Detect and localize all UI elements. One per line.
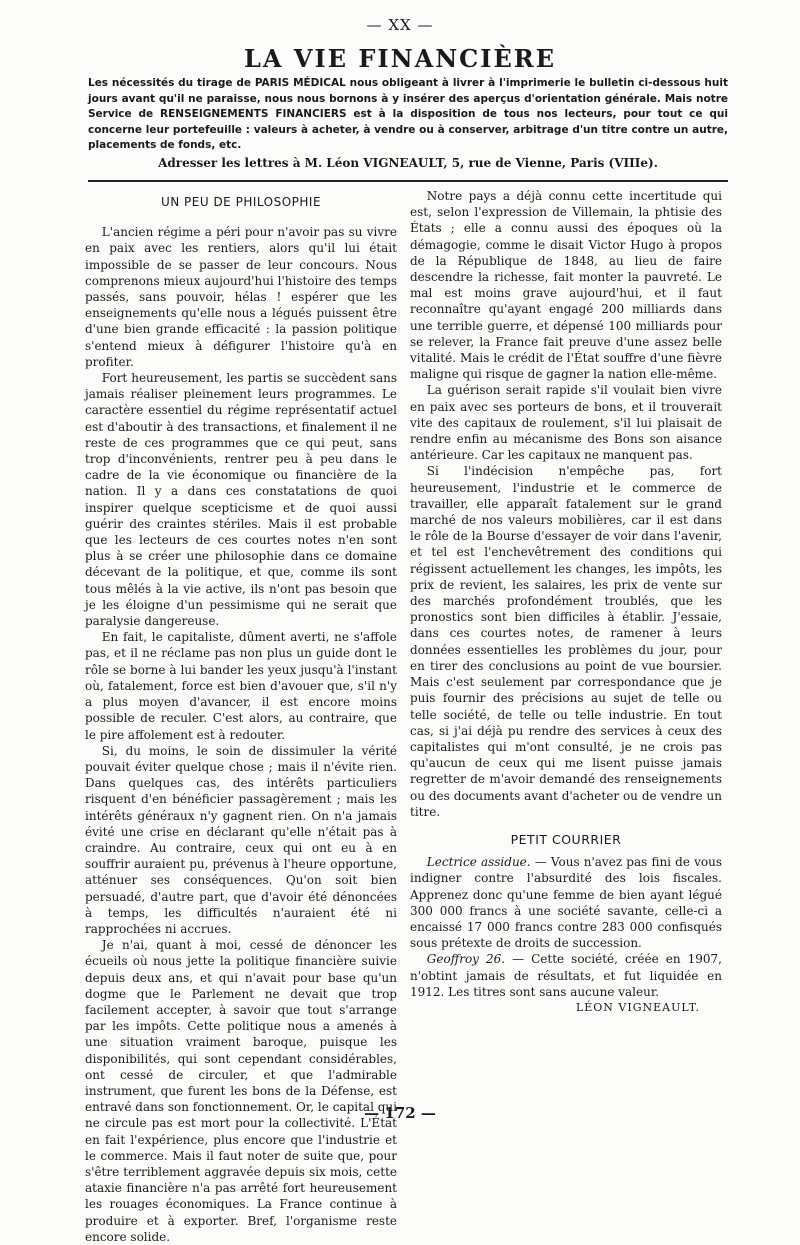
- courrier-entry-name: Geoffroy 26.: [426, 952, 506, 967]
- article-paragraph: L'ancien régime a péri pour n'avoir pas su vivre en paix avec les rentiers, alors qu'il lui était impossible de se passer de leur concours. Nous comprenons mieux aujourd'hui l'histoire des temps passés, sans pouvoir, hélas ! espérer que les enseignements qu'elle nous a légués puissent être d'une bien grande efficacité : la passion politique s'entend mieux à défigurer l'histoire qu'à en profiter.: [85, 225, 397, 369]
- article-paragraph: Je n'ai, quant à moi, cessé de dénoncer les écueils où nous jette la politique financière suivie depuis deux ans, et qui n'avait pour base qu'un dogme que le Parlement ne devait que trop facilement accepter, à savoir que tout s'arrange par les impôts. Cette politique nous a amenés à une situation vraiment baroque, puisque les disponibilités, qui sont cependant considérables, ont cessé de circuler, et que l'admirable instrument, que furent les bons de la Défense, est entravé dans son fonctionnement. Or, le capital qui ne circule pas est mort pour la collectivité. L'État en fait l'expérience, plus encore que l'industrie et le commerce. Mais il faut noter de suite que, pour s'être terriblement aggravée depuis six mois, cette ataxie financière n'a pas arrêté fort heureusement les rouages économiques. La France continue à produire et à exporter. Bref, l'organisme reste encore solide.: [85, 938, 397, 1244]
- article-paragraph: Fort heureusement, les partis se succèdent sans jamais réaliser pleinement leurs programmes. Le caractère essentiel du régime représentatif actuel est d'aboutir à des transactions, et finalement il ne reste de ces programmes que ce qui peut, sans trop d'inconvénients, rentrer peu à peu dans le cadre de la vie économique ou financière de la nation. Il y a dans ces constatations de quoi inspirer quelque scepticisme et de quoi aussi guérir des craintes stériles. Mais il est probable que les lecteurs de ces courtes notes n'en sont plus à se créer une philosophie dans ce domaine décevant de la politique, et que, comme ils sont tous mêlés à la vie active, ils n'ont pas besoin que je les éloigne d'un pessimisme qui ne serait que paralysie dangereuse.: [85, 371, 397, 629]
- article-paragraph: En fait, le capitaliste, dûment averti, ne s'affole pas, et il ne réclame pas non plus un guide dont le rôle se borne à lui bander les yeux jusqu'à l'instant où, fatalement, force est bien d'avouer que, s'il n'y a plus moyen d'avancer, il est encore moins possible de reculer. C'est alors, au contraire, que le pire affolement est à redouter.: [85, 630, 397, 742]
- courrier-title: PETIT COURRIER: [510, 831, 622, 847]
- article-title: UN PEU DE PHILOSOPHIE: [160, 195, 322, 209]
- top-folio: — XX —: [366, 16, 434, 34]
- header-divider: [88, 180, 728, 182]
- article-paragraph: La guérison serait rapide s'il voulait bien vivre en paix avec ses porteurs de bons, et il trouverait vite des capitaux de roulement, s'il lui plaisait de rendre enfin au mécanisme des Bons son aisance antérieure. Car les capitaux ne manquent pas.: [410, 383, 722, 463]
- article-paragraph: Si, du moins, le soin de dissimuler la vérité pouvait éviter quelque chose ; mais il n'évite rien. Dans quelques cas, des intérêts particuliers risquent d'en bénéficier passagèrement ; mais les intérêts généraux n'y gagnent rien. On n'a jamais évité une crise en déclarant qu'elle n'était pas à craindre. Au contraire, ceux qui ont eu à en souffrir auraient pu, prévenus à l'heure opportune, atténuer ses conséquences. Qu'on soit bien persuadé, d'autre part, que d'avoir été dénoncées à temps, les difficultés n'auraient été ni rapprochées ni accrues.: [85, 743, 397, 936]
- courrier-entry-text: — Vous n'avez pas fini de vous indigner contre l'absurdité des lois fiscales. Apprenez donc qu'une femme de bien ayant légué 300 000 francs à une société savante, celle-ci a encaissé 17 000 francs contre 283 000 confisqués sous prétexte de droits de succession.: [410, 855, 723, 951]
- signature: LÉON VIGNEAULT.: [575, 1000, 700, 1014]
- courrier-entry: [410, 951, 722, 1000]
- right-column: [410, 188, 722, 1016]
- article-paragraph: Notre pays a déjà connu cette incertitude qui est, selon l'expression de Villemain, la phtisie des États ; elle a connu aussi des époques où la démagogie, comme le disait Victor Hugo à propos de la République de 1848, au lieu de faire descendre la richesse, fait monter la pauvreté. Le mal est moins grave aujourd'hui, et il faut reconnaître qu'ayant engagé 200 milliards dans une terrible guerre, et dépensé 100 milliards pour se relever, la France fait preuve d'une assez belle vitalité. Mais le crédit de l'État souffre d'une fièvre maligne qui risque de gagner la nation elle-même.: [410, 189, 722, 382]
- courrier-entry-name: Lectrice assidue.: [426, 855, 531, 870]
- article-paragraph: Si l'indécision n'empêche pas, fort heureusement, l'industrie et le commerce de travailler, elle apparaît fatalement sur le grand marché de nos valeurs mobilières, car il est dans le rôle de la Bourse d'essayer de voir dans l'avenir, et tel est l'enchevêtrement des conditions qui régissent actuellement les changes, les impôts, les prix de revient, les salaires, les prix de vente sur des marchés profondément troublés, que les pronostics sont bien difficiles à établir. J'essaie, dans ces courtes notes, de ramener à leurs données essentielles les problèmes du jour, pour en tirer des conclusions au point de vue boursier. Mais c'est seulement par correspondance que je puis fournir des précisions au sujet de telle ou telle société, de telle ou telle industrie. En tout cas, si j'ai déjà pu rendre des services à ceux des capitalistes qui m'ont consulté, je ne crois pas qu'aucun de ceux qui me lisent puisse jamais regretter de m'avoir demandé des renseignements ou des documents avant d'acheter ou de vendre un titre.: [410, 464, 722, 819]
- page-title: LA VIE FINANCIÈRE: [244, 44, 556, 73]
- left-column: [85, 190, 397, 1245]
- courrier-entry-text: — Cette société, créée en 1907, n'obtint jamais de résultats, et fut liquidée en 1912. Les titres sont sans aucune valeur.: [410, 952, 722, 999]
- page-number: — 172 —: [364, 1104, 436, 1122]
- editorial-notice: Les nécessités du tirage de PARIS MÉDICAL nous obligeant à livrer à l'imprimerie le bulletin ci-dessous huit jours avant qu'il ne paraisse, nous nous bornons à y insérer des aperçus d'orientation générale. Mais notre Service de RENSEIGNEMENTS FINANCIERS est à la disposition de tous nos lecteurs, pour tout ce qui concerne leur portefeuille : valeurs à acheter, à vendre ou à conserver, arbitrage d'un titre contre un autre, placements de fonds, etc.: [88, 77, 728, 151]
- courrier-entry: [410, 854, 722, 951]
- contact-address: Adresser les lettres à M. Léon VIGNEAULT, 5, rue de Vienne, Paris (VIIIe).: [158, 156, 658, 170]
